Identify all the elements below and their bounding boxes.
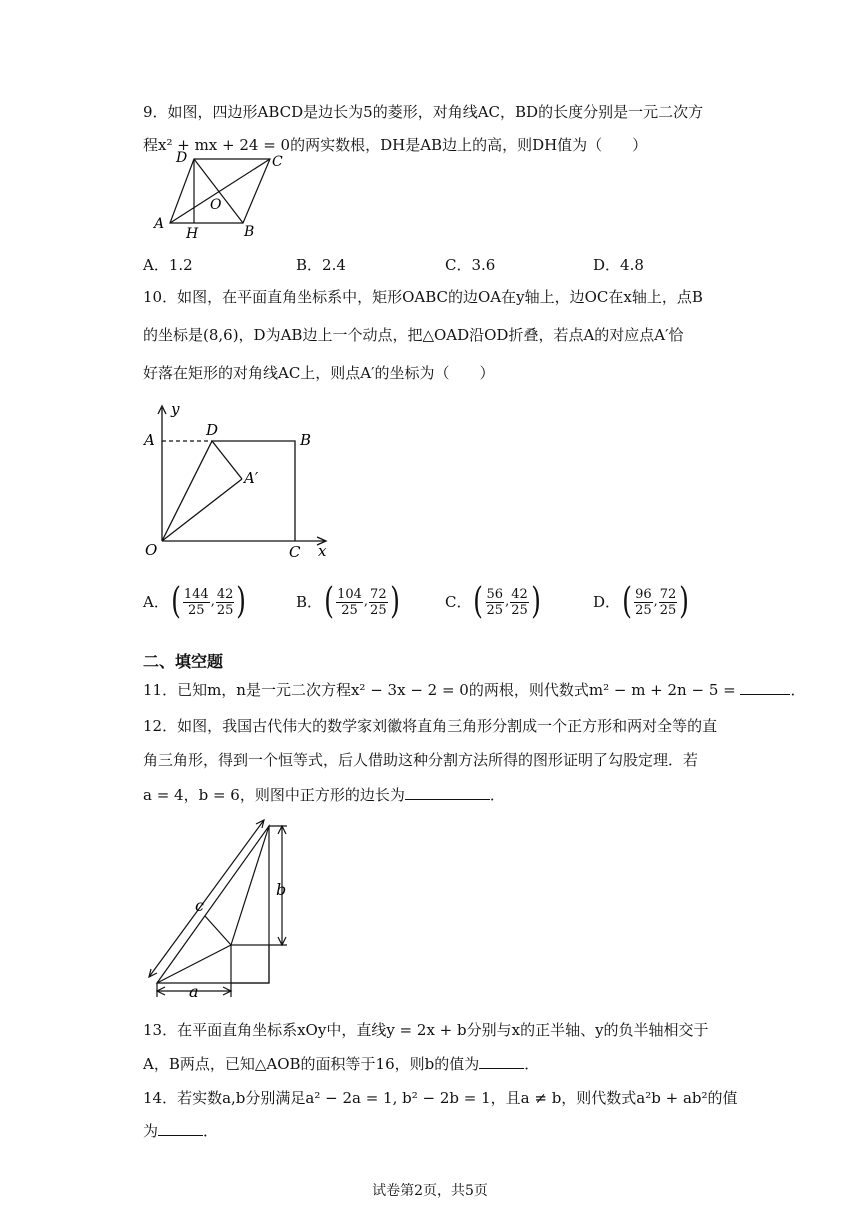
q10-option-a[interactable]: A． ( $\frac{144}{25}$ , $\frac{42}{25}$ ) [143,581,247,622]
q13-text: A，B两点，已知△AOB的面积等于16，则b的值为 [143,1055,480,1073]
fold-line-od [162,441,212,541]
label-c: C [289,543,301,561]
page-footer: 试卷第2页，共5页 [372,1183,488,1199]
section-heading-fill-in: 二、填空题 [143,652,224,671]
rectangle-fold-figure [140,398,340,563]
q10-line-2: 的坐标是(8,6)，D为AB边上一个动点，把△OAD沿OD折叠，若点A的对应点A′恰 [143,326,684,344]
q9-option-a[interactable]: A．1.2 [143,256,193,274]
q9-line-1: 9．如图，四边形ABCD是边长为5的菱形，对角线AC，BD的长度分别是一元二次方 [143,103,704,121]
q11-line: 11．已知m，n是一元二次方程x² − 3x − 2 = 0的两根，则代数式m² − m + 2n − 5 = ． [143,681,806,699]
label-a: A [144,431,155,449]
q12-answer-blank[interactable] [405,785,490,800]
q13-answer-blank[interactable] [479,1054,524,1069]
label-y: y [171,400,180,418]
q9-option-c[interactable]: C．3.6 [445,256,496,274]
label-o: O [210,197,222,213]
diagonal-bd [194,159,243,223]
label-x: x [318,542,327,560]
label-o: O [145,541,158,559]
q10-option-c[interactable]: C． ( $\frac{56}{25}$ , $\frac{42}{25}$ ) [445,581,541,622]
label-a-prime: A′ [244,469,259,487]
dimension-c-arrow-start [149,969,157,977]
label-a: A [154,216,165,232]
q10-options [143,581,803,624]
label-d: D [206,421,219,439]
segment-oa-prime [162,479,242,541]
rhombus-figure [148,148,293,240]
dimension-c-arrow-end [256,820,264,828]
right-triangle [157,826,269,983]
q10-line-1: 10．如图，在平面直角坐标系中，矩形OABC的边OA在y轴上，边OC在x轴上，点B [143,288,703,306]
q11-answer-blank[interactable] [740,680,790,695]
q9-option-b[interactable]: B．2.4 [296,256,346,274]
q12-line-3: a = 4，b = 6，则图中正方形的边长为 ． [143,786,505,804]
q14-answer-blank[interactable] [158,1121,203,1136]
q9-option-d[interactable]: D．4.8 [593,256,644,274]
label-a: a [189,982,199,1000]
label-c: c [195,896,204,915]
q9-line-2: 程x² + mx + 24 = 0的两实数根，DH是AB边上的高，则DH值为（ ） [143,136,648,154]
q12-line-2: 角三角形，得到一个恒等式，后人借助这种分割方法所得的图形证明了勾股定理．若 [143,751,699,769]
q12-line-1: 12．如图，我国古代伟大的数学家刘徽将直角三角形分割成一个正方形和两对全等的直 [143,717,718,735]
dimension-c [149,820,264,977]
label-d: D [176,150,188,166]
label-h: H [186,226,199,240]
q11-text: 11．已知m，n是一元二次方程x² − 3x − 2 = 0的两根，则代数式m² − m + 2n − 5 = [143,681,741,699]
segment-square-to-top [231,826,269,945]
segment-da-prime [212,441,242,479]
q12-text: a = 4，b = 6，则图中正方形的边长为 [143,786,405,804]
diagonal-ac [170,159,270,223]
q14-line-2: 为 ． [143,1122,219,1140]
label-b: B [244,224,255,240]
label-b: B [300,431,312,449]
q14-text: 为 [143,1122,159,1140]
q10-line-3: 好落在矩形的对角线AC上，则点A′的坐标为（ ） [143,364,495,382]
q13-line-1: 13．在平面直角坐标系xOy中，直线y = 2x + b分别与x的正半轴、y的负半轴相交于 [143,1021,709,1039]
perpendicular-to-hypotenuse [205,916,231,945]
q10-option-b[interactable]: B． ( $\frac{104}{25}$ , $\frac{72}{25}$ ) [296,581,400,622]
label-b: b [276,880,287,899]
q14-line-1: 14．若实数a,b分别满足a² − 2a = 1, b² − 2b = 1，且a ≠ b，则代数式a²b + ab²的值 [143,1089,738,1107]
pythagoras-dissection-figure [143,815,303,1000]
inner-square [231,945,269,983]
q10-option-d[interactable]: D． ( $\frac{96}{25}$ , $\frac{72}{25}$ ) [593,581,690,622]
q13-line-2: A，B两点，已知△AOB的面积等于16，则b的值为 ． [143,1055,540,1073]
label-c: C [272,154,283,170]
